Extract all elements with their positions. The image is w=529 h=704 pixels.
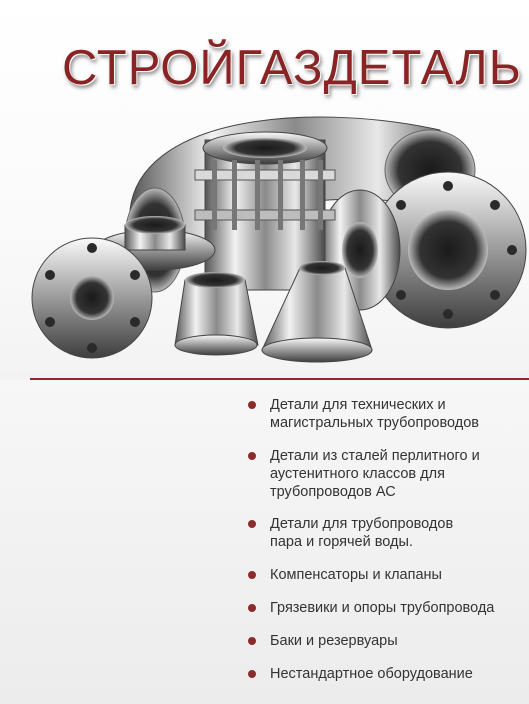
bullet-icon: [248, 670, 256, 678]
bullet-icon: [248, 401, 256, 409]
reducer-small: [175, 272, 258, 355]
list-item: [248, 632, 529, 650]
list-item: [248, 665, 529, 683]
bullet-icon: [248, 452, 256, 460]
list-item: [248, 599, 529, 617]
list-item: [248, 396, 529, 432]
flange-small: [32, 238, 152, 358]
list-item-label: Компенсаторы и клапаны: [270, 567, 442, 583]
list-item-label: Детали из сталей перлитного и аустенитного классов для трубопроводов АС: [270, 448, 480, 500]
list-item-label: Детали для технических и магистральных трубопроводов: [270, 397, 479, 431]
section-divider: [30, 378, 529, 380]
bullet-icon: [248, 637, 256, 645]
list-item: [248, 447, 529, 501]
bullet-icon: [248, 520, 256, 528]
bullet-icon: [248, 571, 256, 579]
list-item-label: Детали для трубопроводов пара и горячей воды.: [270, 516, 454, 550]
list-item: [248, 566, 529, 584]
bullet-icon: [248, 604, 256, 612]
pipe-fittings-illustration: [0, 100, 529, 380]
list-item-label: Баки и резервуары: [270, 633, 398, 649]
brand-title: СТРОЙГАЗДЕТАЛЬ: [62, 41, 522, 95]
list-item-label: Нестандартное оборудование: [270, 666, 473, 682]
product-list: [248, 396, 529, 683]
list-item: [248, 515, 529, 551]
list-item-label: Грязевики и опоры трубопровода: [270, 600, 495, 616]
